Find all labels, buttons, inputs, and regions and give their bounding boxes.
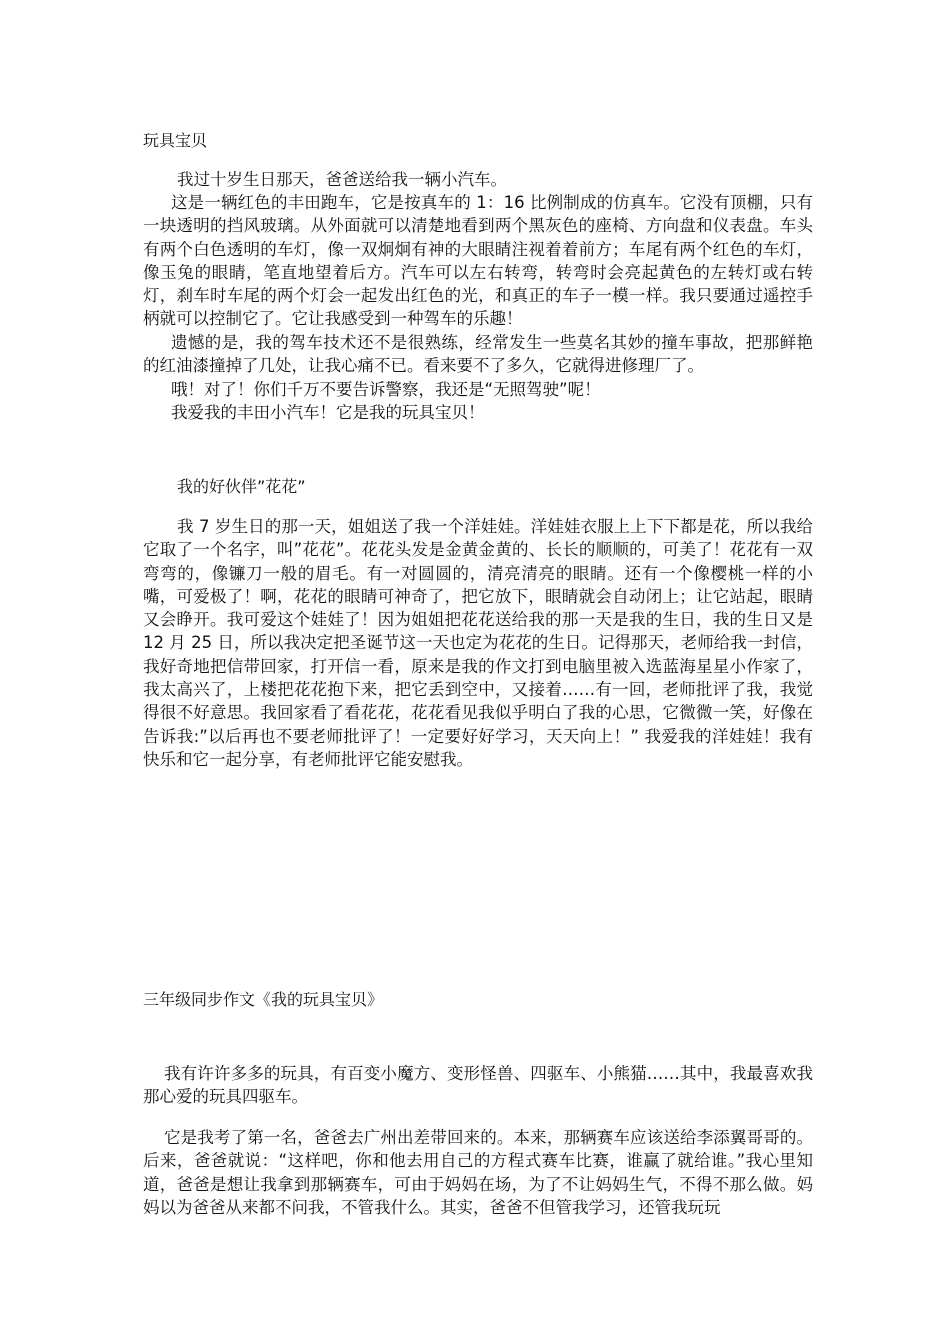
essay1-paragraph-4: 哦！对了！你们千万不要告诉警察，我还是“无照驾驶”呢！ bbox=[171, 380, 601, 399]
essay3-paragraph-2: 它是我考了第一名，爸爸去广州出差带回来的。本来，那辆赛车应该送给李添翼哥哥的。后来，爸爸就说：“这样吧，你和他去用自己的方程式赛车比赛，谁赢了就给谁。”我心里知道，爸爸是想让我拿到那辆赛车，可由于妈妈在场，为了不让妈妈生气，不得不那么做。妈妈以为爸爸从来都不问我，不管我什么。其实，爸爸不但管我学习，还管我玩玩 bbox=[143, 1128, 813, 1217]
essay2-paragraph-1: 我 7 岁生日的那一天，姐姐送了我一个洋娃娃。洋娃娃衣服上上下下都是花，所以我给它取了一个名字，叫”花花”。花花头发是金黄金黄的、长长的顺顺的，可美了！花花有一双弯弯的，像镰刀一般的眉毛。有一对圆圆的，清亮清亮的眼睛。还有一个像樱桃一样的小嘴，可爱极了！啊，花花的眼睛可神奇了，把它放下，眼睛就会自动闭上；让它站起，眼睛又会睁开。我可爱这个娃娃了！因为姐姐把花花送给我的那一天是我的生日，我的生日又是 12 月 25 日，所以我决定把圣诞节这一天也定为花花的生日。记得那天，老师给我一封信，我好奇地把信带回家，打开信一看，原来是我的作文打到电脑里被入选蓝海星星小作家了，我太高兴了，上楼把花花抱下来，把它丢到空中，又接着……有一回，老师批评了我，我觉得很不好意思。我回家看了看花花，花花看见我似乎明白了我的心思，它微微一笑，好像在告诉我:”以后再也不要老师批评了！一定要好好学习，天天向上！” 我爱我的洋娃娃！我有快乐和它一起分享，有老师批评它能安慰我。 bbox=[143, 517, 813, 769]
essay1-paragraph-1: 我过十岁生日那天，爸爸送给我一辆小汽车。 bbox=[177, 170, 507, 189]
essay3-paragraph-1: 我有许许多多的玩具，有百变小魔方、变形怪兽、四驱车、小熊猫……其中，我最喜欢我那心爱的玩具四驱车。 bbox=[143, 1064, 813, 1107]
essay3-title: 三年级同步作文《我的玩具宝贝》 bbox=[143, 990, 384, 1009]
essay1-paragraph-2: 这是一辆红色的丰田跑车，它是按真车的 1：16 比例制成的仿真车。它没有顶棚，只有一块透明的挡风玻璃。从外面就可以清楚地看到两个黑灰色的座椅、方向盘和仪表盘。车头有两个白色透明的车灯，像一双炯炯有神的大眼睛注视着着前方；车尾有两个红色的车灯，像玉兔的眼睛，笔直地望着后方。汽车可以左右转弯，转弯时会亮起黄色的左转灯或右转灯，刹车时车尾的两个灯会一起发出红色的光，和真正的车子一模一样。我只要通过遥控手柄就可以控制它了。它让我感受到一种驾车的乐趣！ bbox=[143, 193, 813, 329]
essay1-paragraph-3: 遗憾的是，我的驾车技术还不是很熟练，经常发生一些莫名其妙的撞车事故，把那鲜艳的红油漆撞掉了几处，让我心痛不已。看来要不了多久，它就得进修理厂了。 bbox=[143, 333, 813, 376]
essay1-title: 玩具宝贝 bbox=[143, 131, 208, 150]
essay1-paragraph-5: 我爱我的丰田小汽车！它是我的玩具宝贝！ bbox=[171, 403, 485, 422]
essay2-title: 我的好伙伴”花花” bbox=[177, 477, 306, 496]
